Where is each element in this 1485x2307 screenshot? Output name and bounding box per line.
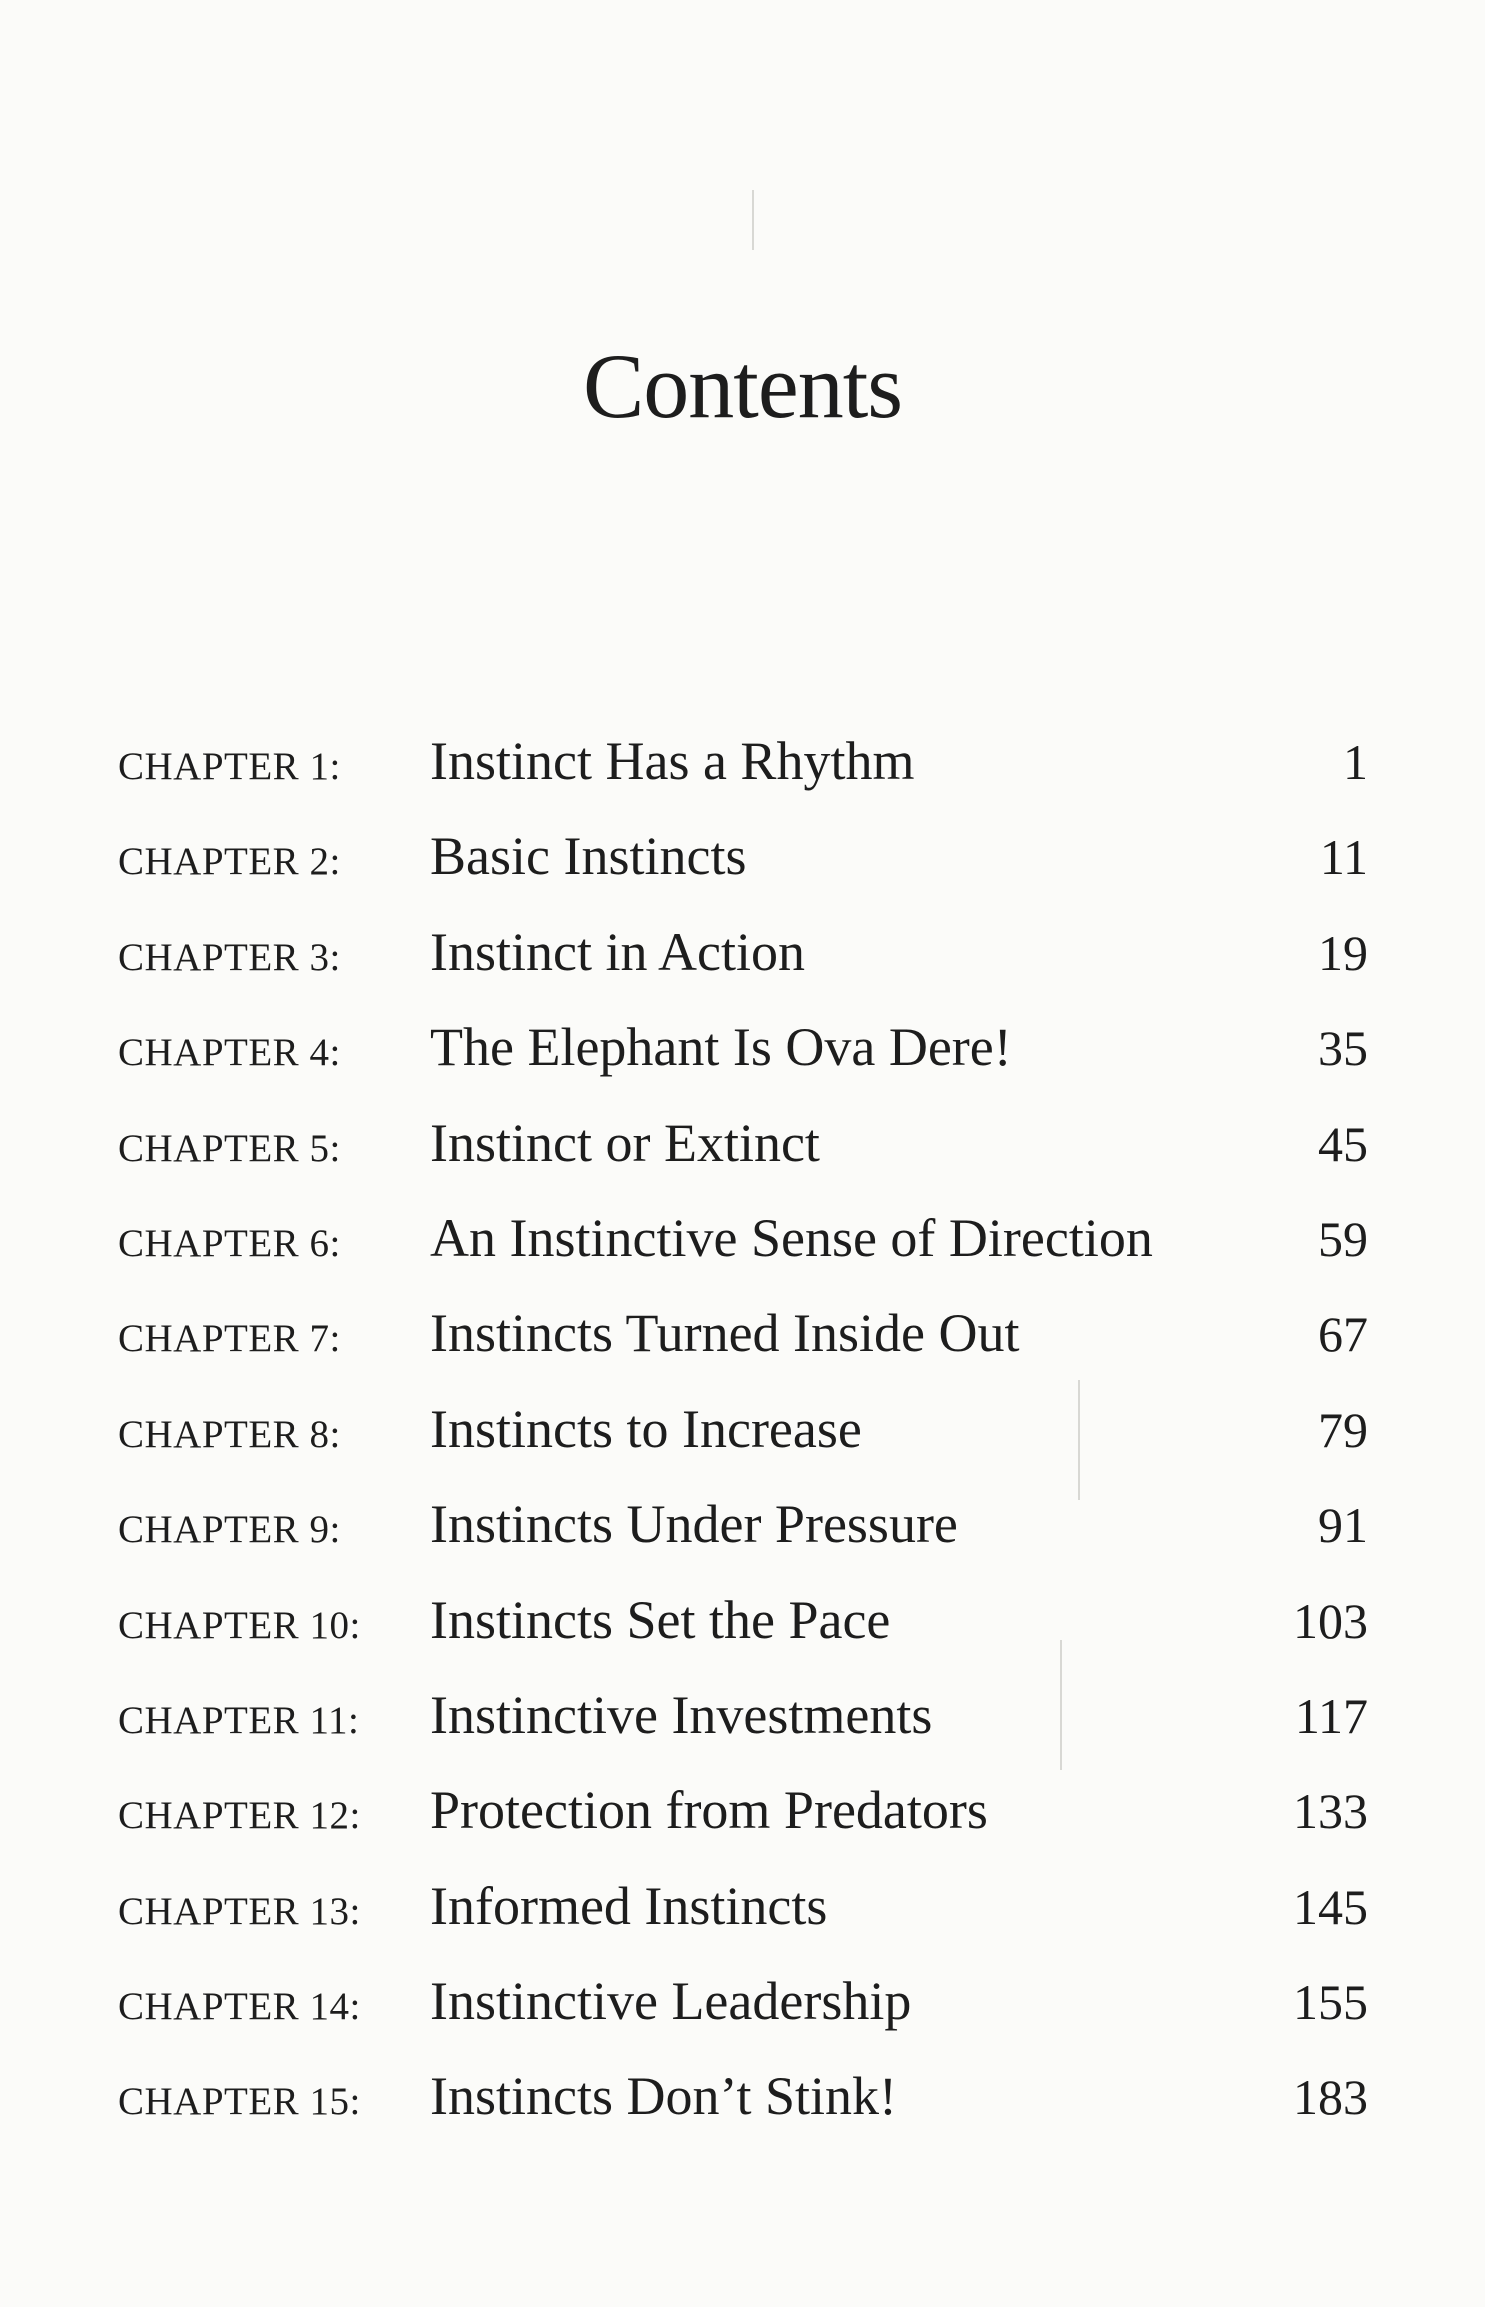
chapter-label: CHAPTER 11: — [118, 1698, 360, 1742]
chapter-title: Instincts Don’t Stink! — [430, 2066, 898, 2127]
toc-entry — [118, 1016, 1368, 1111]
chapter-label: CHAPTER 14: — [118, 1985, 361, 2029]
chapter-label: CHAPTER 13: — [118, 1889, 361, 1933]
chapter-page-number: 117 — [1294, 1687, 1368, 1744]
chapter-label: CHAPTER 8: — [118, 1412, 341, 1456]
chapter-label: CHAPTER 3: — [118, 935, 341, 979]
toc-entry — [118, 1589, 1368, 1684]
toc-entry — [118, 730, 1368, 825]
toc-entry — [118, 1970, 1368, 2065]
chapter-label: CHAPTER 15: — [118, 2080, 361, 2124]
chapter-title: Instinct in Action — [430, 921, 805, 982]
chapter-label: CHAPTER 6: — [118, 1221, 341, 1265]
chapter-label: CHAPTER 7: — [118, 1317, 341, 1361]
chapter-title: The Elephant Is Ova Dere! — [430, 1017, 1012, 1078]
toc-entry — [118, 1112, 1368, 1207]
chapter-label: CHAPTER 12: — [118, 1794, 361, 1838]
chapter-page-number: 45 — [1318, 1115, 1368, 1172]
toc-entry — [118, 1207, 1368, 1302]
toc-entry — [118, 1302, 1368, 1397]
chapter-page-number: 183 — [1293, 2069, 1368, 2126]
toc-entry — [118, 1875, 1368, 1970]
toc-entry — [118, 1493, 1368, 1588]
toc-entry — [118, 1398, 1368, 1493]
chapter-page-number: 91 — [1318, 1497, 1368, 1554]
chapter-title: Instinctive Leadership — [430, 1971, 912, 2032]
chapter-page-number: 67 — [1318, 1306, 1368, 1363]
toc-entry — [118, 921, 1368, 1016]
toc-entry — [118, 1684, 1368, 1779]
chapter-title: Instincts Turned Inside Out — [430, 1303, 1020, 1364]
chapter-page-number: 59 — [1318, 1210, 1368, 1267]
toc-entry — [118, 825, 1368, 920]
chapter-title: Protection from Predators — [430, 1780, 988, 1841]
chapter-page-number: 133 — [1293, 1783, 1368, 1840]
chapter-title: Instinctive Investments — [430, 1684, 933, 1745]
chapter-title: An Instinctive Sense of Direction — [430, 1207, 1153, 1268]
chapter-page-number: 79 — [1318, 1401, 1368, 1458]
page-title: Contents — [582, 335, 903, 437]
chapter-title: Basic Instincts — [430, 826, 747, 887]
table-of-contents — [118, 730, 1368, 2161]
chapter-page-number: 35 — [1318, 1020, 1368, 1077]
chapter-label: CHAPTER 1: — [118, 745, 341, 788]
toc-entry — [118, 1779, 1368, 1874]
chapter-label: CHAPTER 9: — [118, 1508, 341, 1552]
chapter-page-number: 103 — [1293, 1592, 1368, 1649]
chapter-page-number: 1 — [1343, 734, 1368, 790]
chapter-page-number: 145 — [1293, 1878, 1368, 1935]
chapter-title: Instinct or Extinct — [430, 1112, 820, 1173]
chapter-label: CHAPTER 4: — [118, 1031, 341, 1075]
chapter-label: CHAPTER 2: — [118, 840, 341, 884]
chapter-title: Instincts Under Pressure — [430, 1494, 958, 1555]
chapter-title: Instincts Set the Pace — [430, 1589, 891, 1650]
chapter-title: Instinct Has a Rhythm — [430, 731, 915, 791]
chapter-title: Informed Instincts — [430, 1875, 828, 1936]
scan-artifact — [752, 190, 754, 250]
chapter-page-number: 11 — [1319, 829, 1368, 886]
chapter-label: CHAPTER 5: — [118, 1126, 341, 1170]
toc-entry — [118, 2065, 1368, 2160]
chapter-page-number: 19 — [1318, 924, 1368, 981]
chapter-title: Instincts to Increase — [430, 1398, 862, 1459]
chapter-label: CHAPTER 10: — [118, 1603, 361, 1647]
chapter-page-number: 155 — [1293, 1974, 1368, 2031]
